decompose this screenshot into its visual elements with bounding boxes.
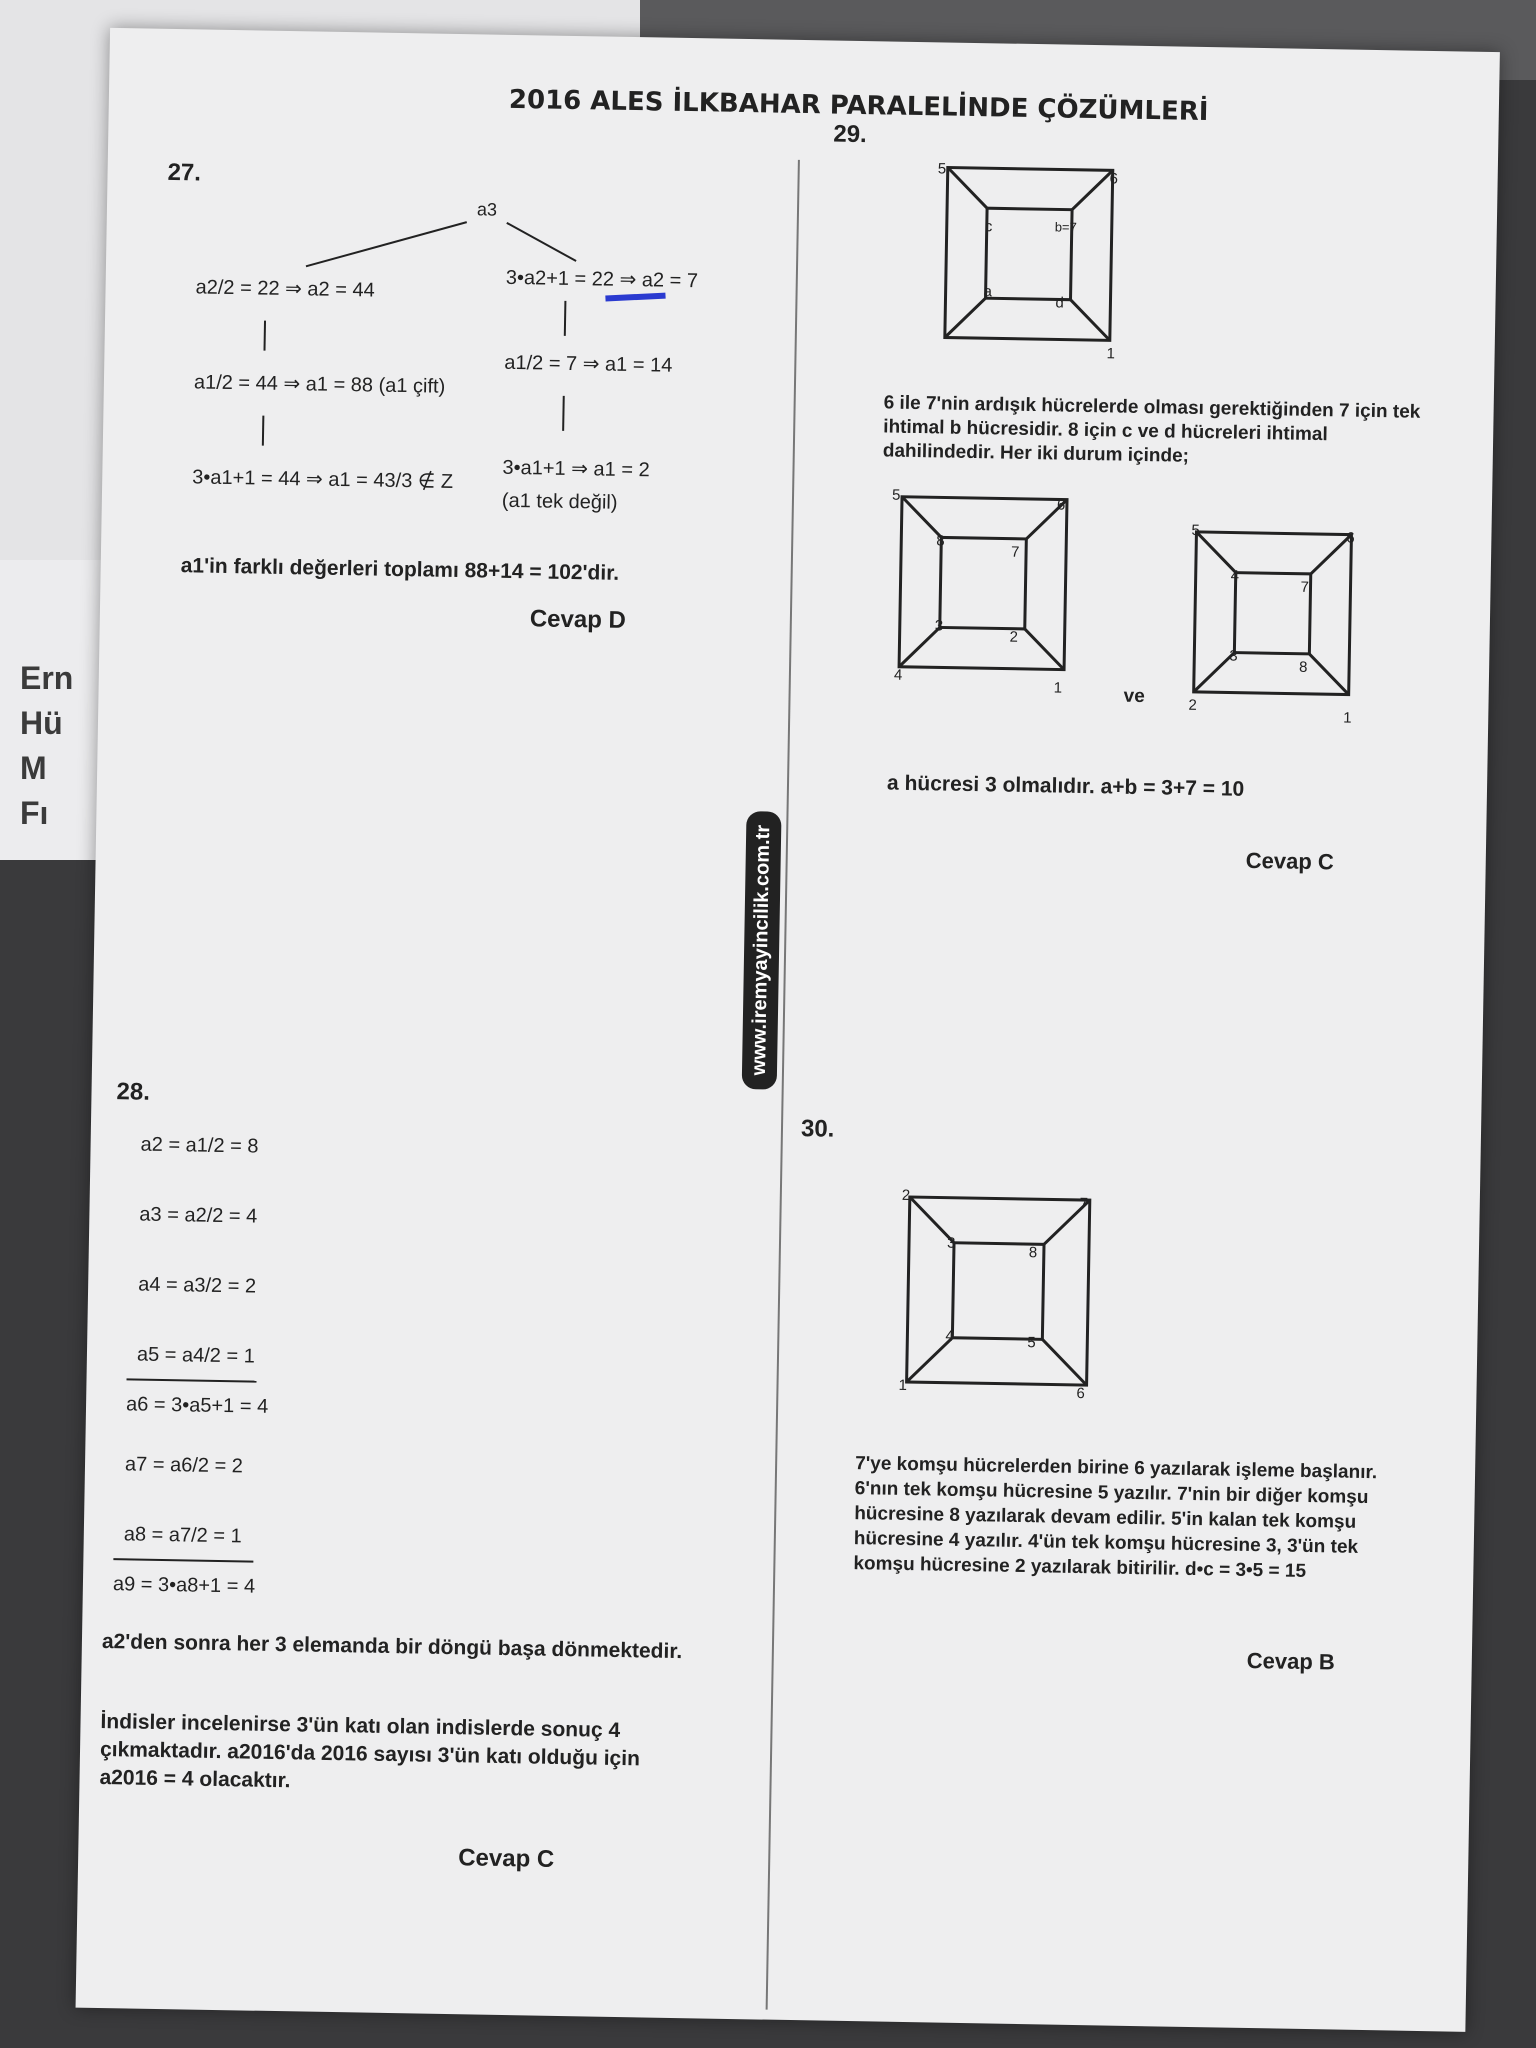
q27-answer: Cevap D [529,605,627,634]
grid-diagram-2 [878,481,1102,705]
q30-paragraph: 7'ye komşu hücrelerden birine 6 yazılarak işleme başlanır. 6'nın tek komşu hücresine 5 yazılır. 7'nin bir diğer komşu hücresine 8 yazılarak devam edilir. 5'in kalan tek komşu hücresine 4 yazılır. 4'ün tek komşu hücresine 3, 3'ün tek komşu hücresine 2 yazılarak bitirilir. d•c = 3•5 = 15 [853,1453,1378,1582]
left-step-3: 3•a1+1 = 44 ⇒ a1 = 43/3 ∉ Z [192,466,454,493]
and-word: ve [1123,685,1145,708]
cell-label: 1 [1343,709,1352,727]
cell-label: 5 [937,160,947,178]
left-step-2: a1/2 = 44 ⇒ a1 = 88 (a1 çift) [193,371,446,398]
cell-label: 7 [1079,1194,1089,1213]
cell-label: 2 [901,1186,911,1205]
q29-result: a hücresi 3 olmalıdır. a+b = 3+7 = 10 [886,771,1245,801]
cell-label: 7 [1010,543,1020,561]
cell-label: 8 [1028,1244,1038,1262]
cell-label: 5 [1027,1334,1036,1352]
grid-diagram-3 [1178,517,1381,720]
sequence-line: a4 = a3/2 = 2 [137,1273,257,1298]
cell-label: 4 [893,666,903,684]
cell-label: a [983,283,993,301]
right-note: (a1 tek değil) [501,489,618,514]
tree-root: a3 [476,199,498,220]
cell-label: 4 [945,1327,954,1345]
cell-label: 1 [1106,345,1116,363]
sequence-line: a2 = a1/2 = 8 [140,1133,259,1158]
divider-line [127,1378,257,1382]
cell-label: b=7 [1054,219,1077,235]
cell-label: 1 [1053,679,1063,697]
cell-label: 3 [946,1234,956,1252]
left-page-edge [0,560,110,860]
edge-text: Hü [20,705,63,741]
cell-label: 1 [898,1376,908,1394]
q28-answer: Cevap C [457,1844,555,1873]
q28-paragraph-1: a2'den sonra her 3 elemanda bir döngü başa dönmektedir. [101,1629,683,1664]
cell-label: 6 [1076,1384,1085,1403]
cell-label: 4 [1230,567,1240,585]
sequence-line: a8 = a7/2 = 1 [123,1523,242,1548]
cell-label: 6 [1346,529,1355,547]
solutions-page [76,28,1500,2032]
q29-paragraph: 6 ile 7'nin ardışık hücrelerde olması gerektiğinden 7 için tek ihtimal b hücresidir. 8 için c ve d hücreleri ihtimal dahilindedir. Her iki durum içinde; [882,392,1421,467]
grid-diagram-4 [886,1182,1110,1416]
q27-sum: a1'in farklı değerleri toplamı 88+14 = 102'dir. [180,554,620,585]
page-title: 2016 ALES İLKBAHAR PARALELİNDE ÇÖZÜMLERİ [508,84,1209,128]
cell-label: 8 [1298,658,1308,676]
cell-label: c [984,218,993,236]
sequence-line: a7 = a6/2 = 2 [124,1453,244,1478]
q29-answer: Cevap C [1245,847,1335,875]
cell-label: 2 [1188,696,1197,714]
question-27-number: 27. [167,158,202,187]
cell-label: 6 [1056,496,1066,514]
cell-label: 2 [1009,628,1019,646]
q30-answer: Cevap B [1246,1647,1336,1675]
cell-label: 5 [1191,521,1200,539]
edge-text: Fı [20,795,49,831]
website-banner: www.iremyayincilik.com.tr [742,811,782,1090]
right-step-2: a1/2 = 7 ⇒ a1 = 14 [504,351,673,377]
question-29-number: 29. [833,120,867,149]
cell-label: 5 [891,486,901,504]
sequence-line: a9 = 3•a8+1 = 4 [112,1573,256,1598]
cell-label: d [1055,294,1064,312]
sequence-line: a5 = a4/2 = 1 [136,1343,256,1368]
q28-paragraph-2: İndisler incelenirse 3'ün katı olan indislerde sonuç 4 çıkmaktadır. a2016'da 2016 sayısı 3'ün katı olduğu için a2016 = 4 olacaktır. [99,1709,641,1793]
sequence-line: a3 = a2/2 = 4 [139,1203,258,1228]
cell-label: 3 [934,617,944,635]
divider-line [113,1558,253,1562]
edge-text: M [20,750,47,786]
right-step-1: 3•a2+1 = 22 ⇒ a2 = 7 [505,266,699,293]
right-step-3: 3•a1+1 ⇒ a1 = 2 [502,456,650,482]
left-step-1: a2/2 = 22 ⇒ a2 = 44 [195,276,375,302]
cell-label: 8 [936,532,945,550]
question-28-number: 28. [116,1078,151,1106]
edge-text: Ern [20,660,74,696]
sequence-line: a6 = 3•a5+1 = 4 [125,1393,269,1418]
cell-label: 6 [1109,170,1119,188]
cell-label: 7 [1300,578,1310,596]
cell-label: 3 [1229,647,1238,665]
question-30-number: 30. [800,1115,835,1143]
